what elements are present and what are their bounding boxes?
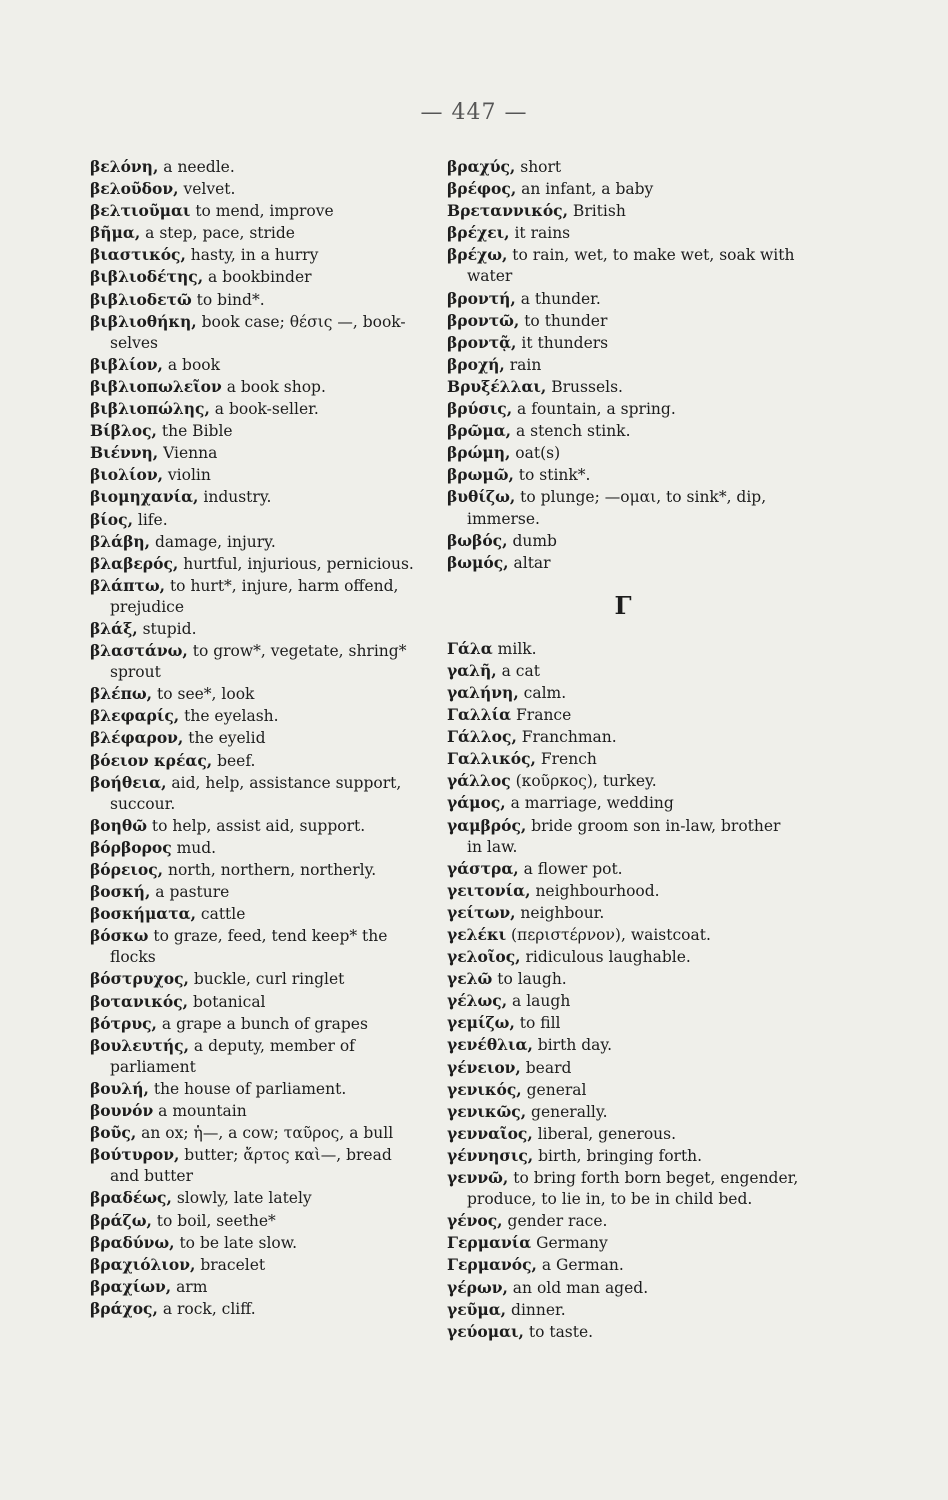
dictionary-entry	[447, 1299, 799, 1321]
page-number: — 447 —	[420, 100, 528, 125]
dictionary-entry	[90, 683, 420, 705]
entry-definition: bride groom son in-law, brother in law.	[467, 816, 781, 856]
entry-headword: βιβλιοπωλεῖον	[90, 376, 222, 396]
entry-headword: βουνόν	[90, 1101, 154, 1121]
dictionary-entry	[447, 398, 799, 420]
entry-definition: to boil, seethe*	[151, 1211, 276, 1230]
entry-definition: to help, assist aid, support.	[147, 816, 366, 835]
entry-definition: liberal, generous.	[532, 1124, 677, 1143]
entry-definition: to fill	[514, 1014, 561, 1033]
dictionary-entry	[447, 244, 799, 287]
dictionary-entry	[90, 1187, 420, 1209]
entry-definition: buckle, curl ringlet	[188, 970, 345, 989]
dictionary-entry	[447, 902, 799, 924]
entry-headword: βρῶμα,	[447, 421, 512, 441]
dictionary-entry	[447, 200, 799, 222]
entry-definition: a rock, cliff.	[157, 1299, 256, 1318]
entry-headword: βωβός,	[447, 530, 508, 550]
right-column	[447, 156, 799, 1343]
dictionary-entry	[447, 726, 799, 748]
entry-definition: a cat	[496, 661, 540, 680]
entry-headword: Γάλα	[447, 638, 493, 658]
entry-headword: βροντῶ,	[447, 310, 520, 330]
entry-definition: life.	[132, 510, 168, 529]
entry-headword: βόρειος,	[90, 860, 164, 879]
entry-headword: γεμίζω,	[447, 1013, 515, 1033]
entry-headword: βόστρυχος,	[90, 969, 189, 989]
entry-definition: (περιστέρνον), waistcoat.	[506, 926, 711, 944]
entry-headword: βραδύνω,	[90, 1232, 175, 1252]
dictionary-entry	[447, 638, 799, 660]
entry-headword: Βιέννη,	[90, 443, 159, 463]
entry-headword: γαλῆ,	[447, 660, 497, 680]
left-column	[90, 156, 420, 1320]
entry-headword: βοηθῶ	[90, 815, 147, 835]
dictionary-entry	[90, 420, 420, 442]
entry-headword: βιβλιοδετῶ	[90, 289, 192, 309]
entry-headword: βλάβη,	[90, 531, 151, 551]
entry-definition: to laugh.	[492, 970, 567, 989]
entry-headword: γείτων,	[447, 902, 516, 922]
dictionary-entry	[90, 903, 420, 925]
entry-headword: Γαλλία	[447, 705, 512, 725]
entry-headword: γάλλος	[447, 771, 511, 791]
entry-definition: dumb	[507, 531, 557, 550]
dictionary-entry	[90, 1122, 420, 1144]
entry-definition: a needle.	[158, 158, 235, 176]
entry-definition: to be late slow.	[174, 1233, 298, 1252]
entry-headword: βελτιοῦμαι	[90, 201, 191, 221]
dictionary-entry	[90, 640, 420, 683]
entry-definition: general	[521, 1080, 587, 1099]
entry-definition: gender race.	[502, 1212, 608, 1231]
dictionary-entry	[90, 1100, 420, 1122]
dictionary-entry	[447, 924, 799, 946]
entry-definition: cattle	[195, 905, 246, 924]
entry-headword: βόρβορος	[90, 837, 172, 857]
dictionary-entry	[90, 266, 420, 288]
entry-definition: to thunder	[519, 311, 608, 330]
entry-headword: βιβλιοπώλης,	[90, 399, 210, 419]
entry-definition: neighbour.	[515, 903, 605, 922]
entry-headword: βοσκή,	[90, 882, 151, 902]
entry-definition: to plunge; —ομαι, to sink*, dip, immerse.	[467, 488, 767, 528]
entry-headword: Γάλλος,	[447, 727, 517, 747]
dictionary-entry	[90, 618, 420, 640]
entry-headword: βροντή,	[447, 288, 516, 308]
entry-definition: hasty, in a hurry	[185, 246, 319, 265]
dictionary-entry	[90, 553, 420, 575]
entry-definition: rain	[504, 355, 542, 374]
entry-definition: a fountain, a spring.	[512, 400, 676, 419]
dictionary-entry	[90, 859, 420, 881]
entry-headword: βλέφαρον,	[90, 728, 184, 748]
dictionary-entry	[447, 420, 799, 442]
entry-headword: βόειον κρέας,	[90, 750, 213, 770]
dictionary-entry	[90, 289, 420, 311]
dictionary-entry	[90, 837, 420, 859]
entry-headword: βούτυρον,	[90, 1145, 180, 1165]
entry-definition: calm.	[518, 683, 567, 702]
entry-definition: to grow*, vegetate, shring* sprout	[110, 642, 407, 682]
entry-headword: Βρεταννικός,	[447, 201, 568, 221]
dictionary-entry	[90, 1298, 420, 1320]
entry-definition: (κοῦρκος), turkey.	[510, 772, 657, 791]
entry-definition: a laugh	[507, 992, 571, 1011]
dictionary-entry	[447, 815, 799, 858]
dictionary-entry	[90, 1254, 420, 1276]
entry-definition: to taste.	[523, 1322, 594, 1341]
entry-definition: Vienna	[158, 444, 218, 463]
dictionary-entry	[90, 727, 420, 749]
entry-headword: βιβλιοθήκη,	[90, 311, 197, 331]
entry-headword: γεννῶ,	[447, 1168, 509, 1188]
entry-definition: dinner.	[506, 1300, 566, 1319]
entry-headword: βρέφος,	[447, 179, 517, 199]
dictionary-entry	[90, 244, 420, 266]
dictionary-entry	[447, 332, 799, 354]
entry-definition: to bind*.	[191, 290, 265, 309]
dictionary-entry	[90, 464, 420, 486]
entry-definition: to hurt*, injure, harm offend, prejudice	[110, 576, 399, 616]
entry-headword: βοτανικός,	[90, 991, 189, 1011]
entry-headword: γαμβρός,	[447, 815, 527, 835]
entry-definition: an infant, a baby	[516, 180, 654, 199]
section-letter: Γ	[614, 590, 632, 620]
dictionary-entry	[447, 1123, 799, 1145]
entry-headword: γενναῖος,	[447, 1123, 533, 1143]
entry-headword: γαλήνη,	[447, 682, 519, 702]
entry-headword: βελόνη,	[90, 157, 159, 176]
dictionary-entry	[90, 156, 420, 178]
dictionary-entry	[447, 376, 799, 398]
entry-definition: birth, bringing forth.	[533, 1146, 703, 1165]
dictionary-entry	[90, 1232, 420, 1254]
entry-definition: a book shop.	[221, 377, 326, 396]
dictionary-entry	[447, 1145, 799, 1167]
entry-definition: Germany	[531, 1234, 608, 1253]
dictionary-entry	[90, 1144, 420, 1187]
dictionary-entry	[447, 1034, 799, 1056]
dictionary-entry	[90, 354, 420, 376]
dictionary-entry	[447, 530, 799, 552]
dictionary-entry	[447, 288, 799, 310]
entry-definition: the house of parliament.	[148, 1079, 347, 1098]
dictionary-entry	[447, 946, 799, 968]
entry-definition: Brussels.	[546, 377, 623, 396]
dictionary-entry	[447, 442, 799, 464]
entry-headword: βοήθεια,	[90, 772, 167, 792]
entry-headword: βίος,	[90, 509, 133, 529]
entry-definition: to stink*.	[513, 466, 591, 485]
dictionary-entry	[90, 398, 420, 420]
dictionary-entry	[447, 486, 799, 529]
entry-headword: γένος,	[447, 1211, 503, 1231]
entry-definition: the Bible	[156, 422, 233, 441]
entry-headword: βραχίων,	[90, 1276, 172, 1296]
entry-definition: altar	[508, 553, 551, 572]
entry-headword: γελέκι	[447, 925, 507, 944]
dictionary-entry	[447, 552, 799, 574]
dictionary-entry	[90, 486, 420, 508]
entry-definition: a marriage, wedding	[505, 794, 674, 813]
entry-headword: Γαλλικός,	[447, 749, 536, 769]
entry-headword: βιομηχανία,	[90, 487, 199, 507]
entry-definition: a stench stink.	[511, 422, 631, 441]
entry-headword: γέννησις,	[447, 1145, 534, 1165]
entry-definition: slowly, late lately	[171, 1189, 312, 1208]
dictionary-entry	[447, 1210, 799, 1232]
entry-definition: France	[511, 706, 572, 725]
entry-definition: a bookbinder	[203, 268, 312, 287]
entry-headword: βωμός,	[447, 552, 509, 572]
entry-definition: book case; θέσις —, book-selves	[110, 312, 406, 352]
entry-definition: milk.	[492, 639, 537, 658]
entry-definition: a German.	[536, 1256, 624, 1275]
dictionary-entry	[447, 354, 799, 376]
entry-definition: a grape a bunch of grapes	[156, 1014, 368, 1033]
entry-headword: βραδέως,	[90, 1188, 172, 1208]
entry-definition: bracelet	[195, 1255, 266, 1274]
entry-definition: oat(s)	[510, 444, 561, 463]
entry-headword: βῆμα,	[90, 223, 141, 243]
entry-headword: βράζω,	[90, 1210, 152, 1230]
entry-headword: βοσκήματα,	[90, 904, 196, 924]
entry-headword: γελῶ	[447, 969, 493, 989]
entry-definition: damage, injury.	[150, 532, 276, 551]
entry-definition: neighbourhood.	[530, 881, 660, 900]
entry-headword: βελοῦδον,	[90, 179, 179, 199]
entry-headword: βρύσις,	[447, 399, 513, 419]
dictionary-entry	[90, 575, 420, 618]
entry-definition: ridiculous laughable.	[520, 948, 691, 967]
entry-definition: the eyelid	[183, 729, 266, 748]
entry-definition: velvet.	[178, 180, 236, 199]
dictionary-entry	[447, 1012, 799, 1034]
entry-definition: to bring forth born beget, engender, produce, to lie in, to be in child bed.	[467, 1169, 799, 1209]
dictionary-entry	[90, 222, 420, 244]
entry-definition: arm	[171, 1277, 208, 1296]
entry-headword: βλάξ,	[90, 618, 138, 638]
dictionary-entry	[447, 770, 799, 792]
entry-definition: butter; ἄρτος καὶ—, bread and butter	[110, 1146, 392, 1186]
entry-headword: βυθίζω,	[447, 487, 516, 507]
entry-headword: Γερμανία	[447, 1233, 532, 1253]
entry-headword: γελοῖος,	[447, 947, 521, 967]
entry-headword: γενέθλια,	[447, 1035, 533, 1055]
dictionary-entry	[447, 660, 799, 682]
dictionary-entry	[90, 442, 420, 464]
entry-definition: beef.	[212, 751, 256, 770]
entry-headword: βλαβερός,	[90, 553, 179, 573]
entry-headword: βλαστάνω,	[90, 641, 188, 661]
dictionary-entry	[90, 1078, 420, 1100]
dictionary-entry	[447, 1277, 799, 1299]
entry-definition: French	[535, 750, 597, 769]
entry-headword: βλάπτω,	[90, 575, 166, 595]
dictionary-entry	[447, 858, 799, 880]
entry-headword: γειτονία,	[447, 880, 531, 900]
dictionary-entry	[447, 310, 799, 332]
entry-headword: βιβλιοδέτης,	[90, 267, 204, 287]
entry-headword: γεῦμα,	[447, 1299, 507, 1319]
entry-definition: mud.	[171, 838, 217, 857]
dictionary-entry	[447, 1321, 799, 1343]
entry-definition: botanical	[188, 992, 266, 1011]
entry-headword: βρέχει,	[447, 223, 510, 243]
entry-definition: a pasture	[150, 883, 230, 902]
entry-headword: βιβλίον,	[90, 354, 163, 374]
entry-headword: γενικός,	[447, 1079, 522, 1099]
dictionary-entry	[447, 1079, 799, 1101]
entry-headword: γεύομαι,	[447, 1321, 524, 1341]
entry-definition: aid, help, assistance support, succour.	[110, 773, 402, 813]
entry-headword: βότρυς,	[90, 1013, 157, 1033]
entry-definition: to graze, feed, tend keep* the flocks	[110, 927, 388, 967]
entry-definition: a book-seller.	[209, 400, 319, 419]
entry-headword: Βίβλος,	[90, 421, 157, 441]
entry-definition: an ox; ἡ—, a cow; ταῦρος, a bull	[136, 1124, 394, 1143]
dictionary-entry	[447, 990, 799, 1012]
entry-headword: βράχος,	[90, 1298, 158, 1318]
entry-definition: industry.	[198, 488, 272, 507]
dictionary-entry	[447, 178, 799, 200]
entry-definition: a deputy, member of parliament	[110, 1036, 355, 1076]
entry-definition: a book	[162, 355, 221, 374]
dictionary-entry	[447, 792, 799, 814]
entry-definition: to rain, wet, to make wet, soak with water	[467, 246, 795, 286]
entry-headword: γένειον,	[447, 1057, 521, 1077]
entry-headword: Γερμανός,	[447, 1255, 537, 1275]
dictionary-entry	[90, 772, 420, 815]
dictionary-entry	[447, 222, 799, 244]
entry-definition: the eyelash.	[179, 707, 279, 726]
dictionary-entry	[90, 311, 420, 354]
dictionary-entry	[90, 376, 420, 398]
entry-definition: a mountain	[153, 1102, 247, 1121]
entry-definition: beard	[520, 1058, 572, 1077]
entry-definition: short	[515, 158, 562, 176]
entry-definition: a thunder.	[515, 289, 601, 308]
entry-definition: birth day.	[532, 1036, 613, 1055]
dictionary-entry	[90, 531, 420, 553]
entry-headword: βρώμη,	[447, 443, 511, 463]
dictionary-entry	[90, 200, 420, 222]
dictionary-entry	[447, 880, 799, 902]
dictionary-entry	[90, 1013, 420, 1035]
entry-headword: βροντᾷ,	[447, 332, 517, 352]
entry-definition: to mend, improve	[190, 202, 334, 221]
entry-headword: βραχύς,	[447, 157, 516, 176]
entry-headword: βόσκω	[90, 926, 149, 946]
entry-headword: βραχιόλιον,	[90, 1254, 196, 1274]
dictionary-entry	[90, 925, 420, 968]
entry-definition: hurtful, injurious, pernicious.	[178, 554, 414, 573]
dictionary-entry	[90, 881, 420, 903]
entry-headword: Βρυξέλλαι,	[447, 376, 547, 396]
dictionary-entry	[90, 1210, 420, 1232]
entry-definition: stupid.	[137, 619, 197, 638]
entry-definition: it thunders	[516, 333, 609, 352]
entry-headword: βιολίον,	[90, 465, 163, 485]
entry-definition: a step, pace, stride	[140, 224, 295, 243]
entry-headword: βουλευτής,	[90, 1035, 189, 1055]
entry-headword: βλέπω,	[90, 684, 153, 704]
entry-headword: γέρων,	[447, 1277, 508, 1297]
dictionary-entry	[447, 1101, 799, 1123]
entry-definition: British	[568, 202, 626, 221]
dictionary-entry	[447, 156, 799, 178]
entry-definition: to see*, look	[152, 685, 255, 704]
dictionary-entry	[90, 705, 420, 727]
dictionary-entry	[90, 968, 420, 990]
entry-definition: an old man aged.	[507, 1278, 649, 1297]
dictionary-entry	[90, 750, 420, 772]
entry-headword: βιαστικός,	[90, 245, 186, 265]
entry-definition: a flower pot.	[518, 859, 623, 878]
entry-definition: Franchman.	[516, 728, 617, 747]
entry-definition: generally.	[526, 1102, 608, 1121]
dictionary-entry	[447, 968, 799, 990]
dictionary-entry	[447, 1254, 799, 1276]
entry-headword: γενικῶς,	[447, 1101, 527, 1121]
dictionary-entry	[90, 991, 420, 1013]
entry-headword: βρέχω,	[447, 245, 508, 265]
dictionary-entry	[90, 509, 420, 531]
entry-headword: βλεφαρίς,	[90, 706, 180, 726]
dictionary-entry	[447, 1232, 799, 1254]
entry-headword: γάστρα,	[447, 858, 519, 878]
entry-definition: it rains	[509, 224, 571, 243]
entry-headword: βρωμῶ,	[447, 465, 514, 485]
entry-headword: βροχή,	[447, 354, 505, 374]
entry-headword: βοῦς,	[90, 1123, 137, 1143]
dictionary-entry	[447, 464, 799, 486]
entry-definition: north, northern, northerly.	[163, 861, 377, 879]
entry-headword: γάμος,	[447, 793, 506, 813]
dictionary-entry	[90, 815, 420, 837]
dictionary-entry	[90, 178, 420, 200]
dictionary-entry	[447, 748, 799, 770]
entry-definition: violin	[163, 466, 211, 485]
dictionary-entry	[447, 682, 799, 704]
dictionary-entry	[90, 1276, 420, 1298]
dictionary-entry	[447, 1167, 799, 1210]
entry-headword: γέλως,	[447, 991, 508, 1011]
dictionary-entry	[447, 704, 799, 726]
entry-headword: βουλή,	[90, 1078, 149, 1098]
dictionary-entry	[447, 1057, 799, 1079]
dictionary-entry	[90, 1035, 420, 1078]
